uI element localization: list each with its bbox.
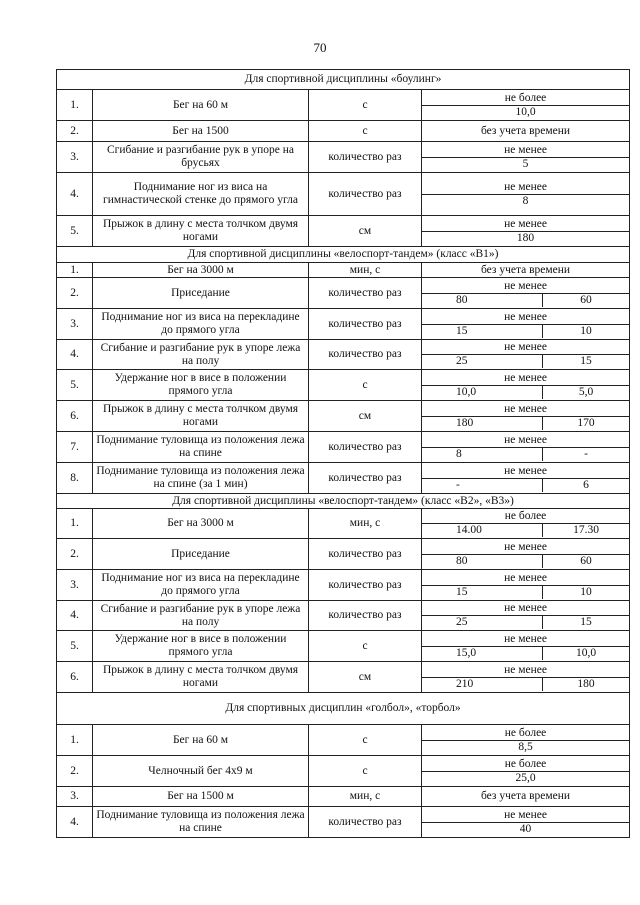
exercise-name: Поднимание туловища из положения лежа на спине [93, 807, 309, 838]
standard-box [422, 510, 629, 537]
standard-box [422, 403, 629, 430]
standard-values [422, 586, 629, 599]
standard-value-right: 180 [577, 677, 595, 690]
unit-label: количество раз [309, 340, 422, 370]
exercise-name: Поднимание туловища из положения лежа на спине (за 1 мин) [93, 463, 309, 494]
unit-label: см [309, 401, 422, 432]
standard-value-right: 10,0 [575, 646, 597, 659]
standard-value-left: 210 [422, 678, 543, 691]
standard-value-right: 15 [580, 355, 592, 367]
exercise-name: Поднимание ног из виса на перекладине до прямого угла [93, 570, 309, 601]
standard-value-left: 8 [422, 448, 543, 461]
standard-box [422, 809, 629, 836]
standard-cell [422, 90, 630, 121]
criterion-label: не менее [422, 541, 629, 555]
standard-values [422, 106, 629, 119]
exercise-name: Бег на 1500 [93, 121, 309, 142]
standard-value-left: 180 [422, 417, 543, 430]
standard-value-left: 15,0 [422, 647, 543, 660]
standard-values [422, 823, 629, 836]
unit-label: см [309, 662, 422, 693]
standard-value-right: 17.30 [573, 524, 599, 536]
standard-cell [422, 142, 630, 173]
row-number: 5. [57, 370, 93, 401]
standard-values [422, 325, 629, 338]
table-row [57, 216, 630, 247]
standard-value-right: 60 [580, 293, 592, 306]
criterion-label: не менее [422, 664, 629, 678]
standard-box [422, 572, 629, 599]
standards-table [56, 69, 630, 838]
exercise-name: Прыжок в длину с места толчком двумя ногами [93, 662, 309, 693]
unit-label: мин, с [309, 787, 422, 807]
table-row [57, 263, 630, 278]
table-row [57, 807, 630, 838]
unit-label: с [309, 121, 422, 142]
standard-box [422, 434, 629, 461]
standard-value-right: 5,0 [578, 385, 594, 398]
exercise-name: Бег на 60 м [93, 725, 309, 756]
standard-box [422, 92, 629, 119]
standard-cell [422, 216, 630, 247]
standard-value: 8,5 [518, 740, 533, 753]
row-number: 1. [57, 90, 93, 121]
standard-cell [422, 370, 630, 401]
table-row [57, 370, 630, 401]
row-number: 6. [57, 401, 93, 432]
row-number: 1. [57, 725, 93, 756]
row-number: 4. [57, 601, 93, 631]
unit-label: количество раз [309, 601, 422, 631]
standard-value-left: - [422, 479, 543, 492]
standard-box [422, 727, 629, 754]
section-title: Для спортивной дисциплины «велоспорт-тандем» (класс «В2», «В3») [57, 494, 630, 509]
unit-label: с [309, 370, 422, 401]
standard-cell [422, 309, 630, 340]
row-number: 1. [57, 509, 93, 539]
standard-value-left: 10,0 [422, 386, 543, 399]
criterion-label: не менее [422, 465, 629, 479]
section-header-row [57, 247, 630, 263]
section-header-row [57, 494, 630, 509]
standard-value-right: 10 [580, 585, 592, 598]
exercise-name: Бег на 1500 м [93, 787, 309, 807]
standard-value-left: 15 [422, 325, 543, 338]
standard-cell [422, 539, 630, 570]
unit-label: количество раз [309, 807, 422, 838]
standard-cell [422, 601, 630, 631]
standard-value: 180 [516, 231, 535, 244]
exercise-name: Удержание ног в висе в положении прямого угла [93, 370, 309, 401]
row-number: 6. [57, 662, 93, 693]
unit-label: с [309, 631, 422, 662]
standard-box [422, 218, 629, 245]
row-number: 2. [57, 121, 93, 142]
row-number: 4. [57, 173, 93, 216]
criterion-label: не менее [422, 372, 629, 386]
standard-cell [422, 121, 630, 142]
standard-value: 10,0 [515, 105, 536, 118]
row-number: 3. [57, 570, 93, 601]
unit-label: мин, с [309, 263, 422, 278]
criterion-label: не менее [422, 602, 629, 616]
standard-values [422, 555, 629, 568]
table-row [57, 570, 630, 601]
standard-cell [422, 278, 630, 309]
standard-values [422, 772, 629, 785]
exercise-name: Сгибание и разгибание рук в упоре на брусьях [93, 142, 309, 173]
table-row [57, 432, 630, 463]
row-number: 3. [57, 142, 93, 173]
standard-box [422, 758, 629, 785]
unit-label: мин, с [309, 509, 422, 539]
standard-cell [422, 401, 630, 432]
table-row [57, 756, 630, 787]
criterion-label: не менее [422, 218, 629, 232]
standard-cell [422, 432, 630, 463]
standard-values [422, 524, 629, 537]
unit-label: см [309, 216, 422, 247]
criterion-label: не более [422, 92, 629, 106]
standard-plain-text: без учета времени [480, 790, 571, 802]
standard-values [422, 417, 629, 430]
standard-value-left: 25 [422, 355, 543, 368]
standard-cell [422, 340, 630, 370]
standard-values [422, 678, 629, 691]
standard-values [422, 448, 629, 461]
standard-value-right: 6 [583, 478, 589, 491]
row-number: 4. [57, 807, 93, 838]
table-row [57, 601, 630, 631]
row-number: 1. [57, 263, 93, 278]
table-row [57, 340, 630, 370]
unit-label: количество раз [309, 539, 422, 570]
table-row [57, 509, 630, 539]
section-title: Для спортивной дисциплины «боулинг» [57, 70, 630, 90]
table-row [57, 90, 630, 121]
table-row [57, 725, 630, 756]
criterion-label: не менее [422, 633, 629, 647]
standard-box [422, 311, 629, 338]
unit-label: количество раз [309, 142, 422, 173]
criterion-label: не менее [422, 572, 629, 586]
standard-box [422, 341, 629, 368]
row-number: 3. [57, 787, 93, 807]
section-title: Для спортивной дисциплины «велоспорт-тандем» (класс «В1») [57, 247, 630, 263]
unit-label: количество раз [309, 432, 422, 463]
exercise-name: Бег на 3000 м [93, 263, 309, 278]
standard-box [422, 541, 629, 568]
section-title: Для спортивных дисциплин «голбол», «торбол» [57, 693, 630, 725]
standard-values [422, 158, 629, 171]
exercise-name: Прыжок в длину с места толчком двумя ногами [93, 216, 309, 247]
criterion-label: не менее [422, 280, 629, 294]
standard-cell [422, 787, 630, 807]
row-number: 5. [57, 631, 93, 662]
exercise-name: Бег на 60 м [93, 90, 309, 121]
criterion-label: не более [422, 758, 629, 772]
criterion-label: не менее [422, 341, 629, 355]
section-header-row [57, 70, 630, 90]
exercise-name: Челночный бег 4х9 м [93, 756, 309, 787]
table-row [57, 787, 630, 807]
table-row [57, 173, 630, 216]
standard-values [422, 647, 629, 660]
criterion-label: не менее [422, 809, 629, 823]
standard-box [422, 181, 629, 208]
row-number: 8. [57, 463, 93, 494]
standard-value-left: 80 [422, 294, 543, 307]
standard-value: 25,0 [515, 771, 536, 784]
exercise-name: Приседание [93, 539, 309, 570]
criterion-label: не менее [422, 311, 629, 325]
row-number: 3. [57, 309, 93, 340]
exercise-name: Удержание ног в висе в положении прямого угла [93, 631, 309, 662]
standard-value-right: 10 [580, 324, 592, 337]
standard-values [422, 741, 629, 754]
table-row [57, 142, 630, 173]
standard-value-right: 15 [580, 616, 592, 628]
standard-cell [422, 463, 630, 494]
unit-label: с [309, 725, 422, 756]
criterion-label: не менее [422, 181, 629, 195]
standard-value-right: - [584, 447, 588, 460]
unit-label: количество раз [309, 570, 422, 601]
exercise-name: Прыжок в длину с места толчком двумя ногами [93, 401, 309, 432]
unit-label: количество раз [309, 278, 422, 309]
exercise-name: Поднимание туловища из положения лежа на спине [93, 432, 309, 463]
unit-label: количество раз [309, 173, 422, 216]
standard-value-left: 80 [422, 555, 543, 568]
standard-value-left: 25 [422, 616, 543, 629]
standard-values [422, 294, 629, 307]
table-row [57, 309, 630, 340]
section-header-row [57, 693, 630, 725]
table-row [57, 631, 630, 662]
exercise-name: Сгибание и разгибание рук в упоре лежа на полу [93, 340, 309, 370]
standard-cell [422, 807, 630, 838]
standard-box [422, 664, 629, 691]
unit-label: количество раз [309, 463, 422, 494]
standard-cell [422, 756, 630, 787]
standard-box [422, 372, 629, 399]
page-number: 70 [313, 40, 327, 55]
standard-box [422, 144, 629, 171]
standard-box [422, 465, 629, 492]
standard-cell [422, 173, 630, 216]
standard-box [422, 602, 629, 629]
standard-cell [422, 570, 630, 601]
table-row [57, 121, 630, 142]
standard-cell [422, 725, 630, 756]
standard-values [422, 232, 629, 245]
criterion-label: не более [422, 510, 629, 524]
standard-value: 5 [522, 157, 529, 170]
standard-values [422, 616, 629, 629]
row-number: 5. [57, 216, 93, 247]
standard-cell [422, 509, 630, 539]
standard-value-right: 170 [577, 416, 595, 429]
standard-values [422, 386, 629, 399]
standard-values [422, 355, 629, 368]
standard-values [422, 479, 629, 492]
table-row [57, 278, 630, 309]
criterion-label: не менее [422, 434, 629, 448]
table-row [57, 401, 630, 432]
row-number: 2. [57, 539, 93, 570]
criterion-label: не менее [422, 144, 629, 158]
standard-cell [422, 662, 630, 693]
standard-value-left: 15 [422, 586, 543, 599]
exercise-name: Поднимание ног из виса на гимнастической стенке до прямого угла [93, 173, 309, 216]
standard-value-left: 14.00 [422, 524, 543, 537]
exercise-name: Приседание [93, 278, 309, 309]
exercise-name: Поднимание ног из виса на перекладине до прямого угла [93, 309, 309, 340]
standard-box [422, 633, 629, 660]
unit-label: с [309, 90, 422, 121]
criterion-label: не менее [422, 403, 629, 417]
standard-cell [422, 263, 630, 278]
standard-value: 8 [522, 194, 529, 207]
criterion-label: не более [422, 727, 629, 741]
standard-box [422, 280, 629, 307]
exercise-name: Сгибание и разгибание рук в упоре лежа на полу [93, 601, 309, 631]
standard-plain-text: без учета времени [480, 263, 571, 276]
row-number: 4. [57, 340, 93, 370]
standard-plain-text: без учета времени [480, 124, 571, 137]
row-number: 2. [57, 278, 93, 309]
table-row [57, 463, 630, 494]
standard-cell [422, 631, 630, 662]
table-row [57, 662, 630, 693]
standard-value-right: 60 [580, 554, 592, 567]
unit-label: с [309, 756, 422, 787]
row-number: 2. [57, 756, 93, 787]
standard-values [422, 195, 629, 208]
table-row [57, 539, 630, 570]
row-number: 7. [57, 432, 93, 463]
exercise-name: Бег на 3000 м [93, 509, 309, 539]
unit-label: количество раз [309, 309, 422, 340]
standard-value: 40 [519, 822, 532, 835]
